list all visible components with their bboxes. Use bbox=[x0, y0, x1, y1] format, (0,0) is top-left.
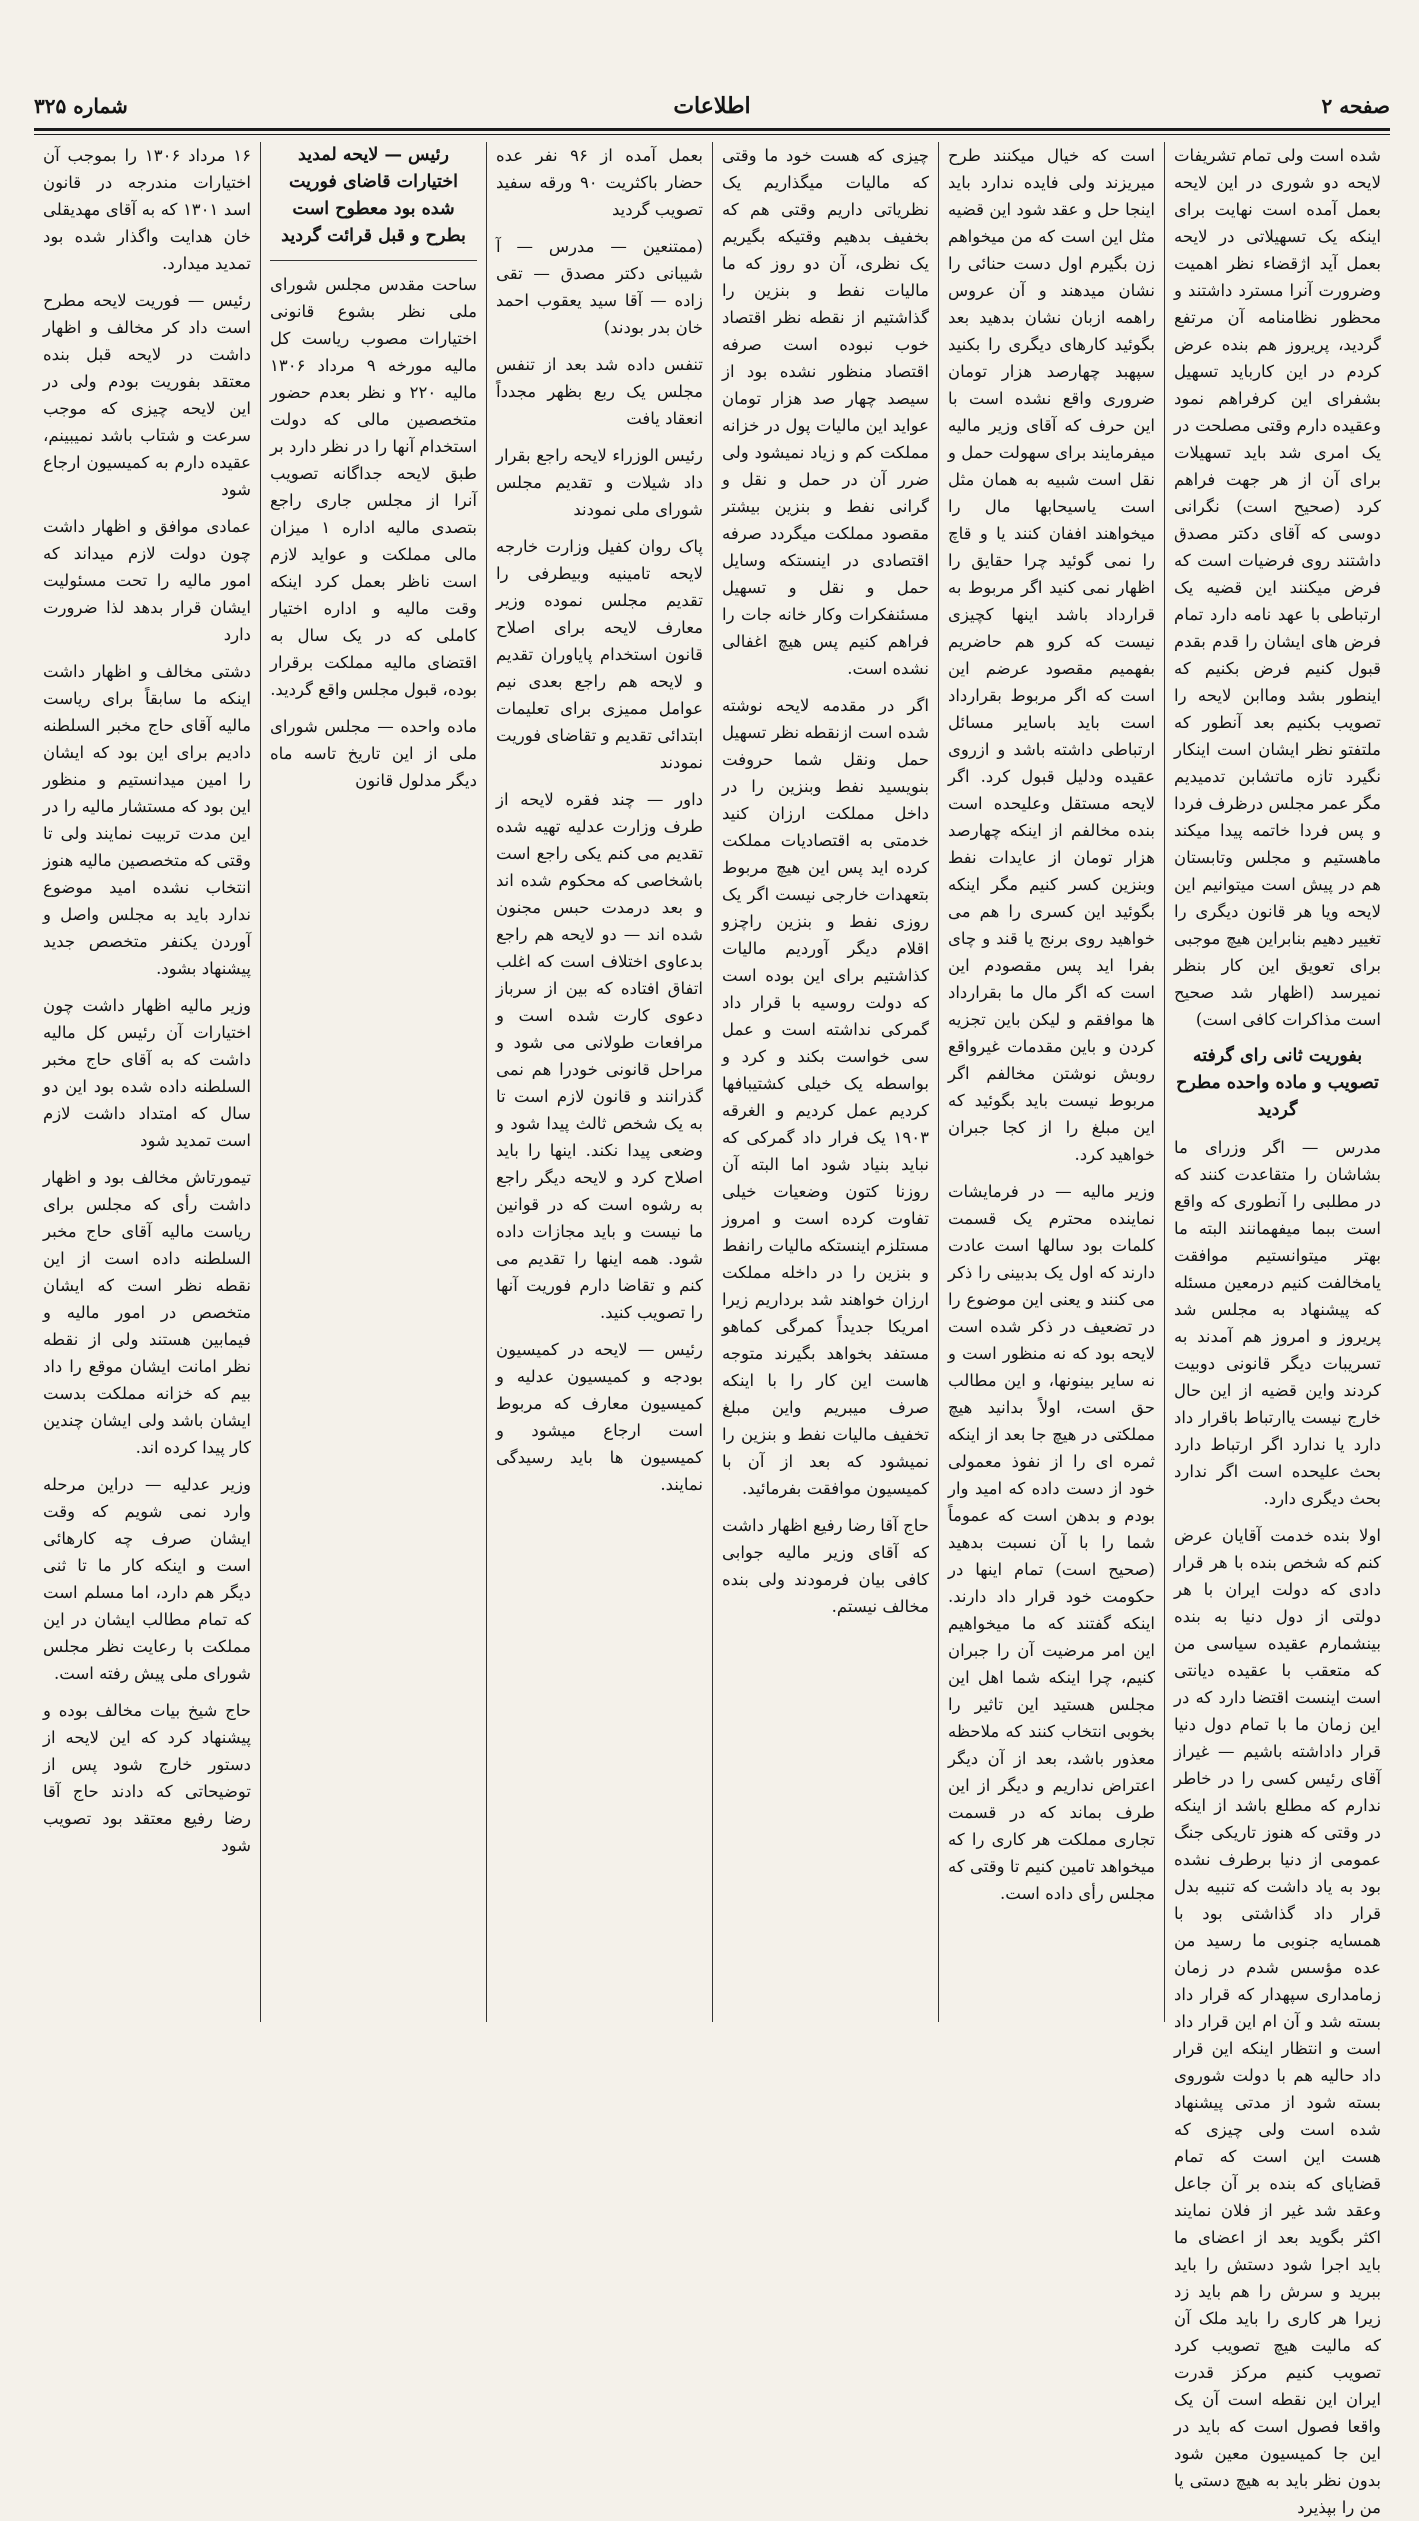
paragraph: بعمل آمده از ۹۶ نفر عده حضار باکثریت ۹۰ ورقه سفید تصویب گردید bbox=[496, 146, 703, 219]
paragraph: وزیر عدلیه — دراین مرحله وارد نمی شویم که وقت ایشان صرف چه کارهائی است و اینکه کار ما تا ثنی دیگر هم دارد، اما مسلم است که تمام مطالب ایشان در این مملکت با رعایت نظر مجلس شورای ملی پیش رفته است. bbox=[43, 1475, 251, 1683]
column-5 bbox=[260, 142, 486, 2022]
paragraph: وزیر مالیه — در فرمایشات نماینده محترم یک قسمت کلمات بود سالها است عادت دارند که اول یک بدبینی را ذکر می کنند و یعنی این موضوع را در تضعیف در ذکر شده است لایحه بود که نه منظور است و نه سایر بینونها، و این مطالب حق است، اولاً بدانید هیچ مملکتی در هیچ جا بعد از اینکه ثمره ای را از نفوذ معمولی خود از دست داده که امید وار بودم و بدهن است که عموماً شما را با آن نسبت بدهید (صحیح است) تمام اینها در حکومت خود قرار داد دارند. اینکه گفتند که ما میخواهیم این امر مرضیت آن را جبران کنیم، چرا اینکه شما اهل این مجلس هستید این تاثیر را بخوبی انتخاب کنند که ملاحظه معذور باشد، بعد از آن دیگر اعتراض نداریم و دیگر از این طرف بماند که در قسمت تجاری مملکت هر کاری را که میخواهد تامین کنیم تا وقتی که مجلس رأی داده است. bbox=[948, 1182, 1155, 1903]
issue-number: شماره ۳۲۵ bbox=[34, 94, 128, 118]
paragraph: اولا بنده خدمت آقایان عرض کنم که شخص بنده با هر قرار دادی که دولت ایران با هر دولتی از دول دنیا به بنده بینشمارم عقیده سیاسی من که متعقب با عقیده دیانتی است اینست اقتضا دارد که در این زمان ما با تمام دول دنیا قرار داداشته باشیم — غیراز آقای رئیس کسی را در خاطر ندارم که مطلع باشد از اینکه در وقتی که هنوز تاریکی جنگ عمومی از دنیا برطرف نشده بود به یاد داشت که تنبیه بدل قرار داد گذاشتی بود با همسایه جنوبی ما رسید من عده مؤسس شدم در زمان زمامداری سپهدار که قرار داد بسته شد و آن ام این قرار داد است و انتظار اینکه این قرار داد حالیه هم با دولت شوروی بسته شود از مدتی پیشنهاد شده است ولی چیزی که هست این است که تمام قضایای که بنده بر آن جاعل وعقد شد غیر از فلان نمایند اکثر بگوید بعد از اعضای ما باید اجرا شود دستش را باید ببرید و سرش را هم باید زد زیرا هر کاری را باید ملک آن که مالیت هیچ تصویب کرد تصویب کنیم مرکز قدرت ایران این نقطه است آن یک واقعا فصول است که باید در این جا کمیسیون معین شود بدون نظر باید به هیچ دستی یا من را بپذیرد bbox=[1174, 1526, 1381, 2517]
page-number: صفحه ۲ bbox=[1321, 94, 1390, 118]
page-header bbox=[34, 86, 1390, 126]
column-2 bbox=[938, 142, 1164, 2022]
header-rule bbox=[34, 128, 1390, 131]
paragraph: ساحت مقدس مجلس شورای ملی نظر بشوع قانونی اختیارات مصوب ریاست کل مالیه مورخه ۹ مرداد ۱۳۰۶ مالیه ۲۲۰ و نظر بعدم حضور متخصصین مالی که دولت استخدام آنها را در نظر دارد بر طبق لایحه جداگانه تصویب آنرا از مجلس جاری راجع بتصدی مالیه اداره ۱ میزان مالی مملکت و عواید لازم است ناظر بعمل کرد اینکه وقت مالیه و اداره اختیار کاملی که در یک سال به اقتضای مالیه مملکت برقرار بوده، قبول مجلس واقع گردید. bbox=[270, 275, 477, 699]
paragraph: داور — چند فقره لایحه از طرف وزارت عدلیه تهیه شده تقدیم می کنم یکی راجع است باشخاصی که محکوم شده اند و بعد درمدت حبس مجنون شده اند — دو لایحه هم راجع بدعاوی اختلاف است که اغلب اتفاق افتاده که بین از سرباز دعوی کارت شده است و مرافعات طولانی می شود و مراحل قانونی خودرا هم نمی گذرانند و قانون لازم است تا به یک شخص ثالث پیدا شود و وضعی پیدا نکند. اینها را باید اصلاح کرد و لایحه دیگر راجع به رشوه است که در قوانین ما نیست و باید مجازات داده شود. همه اینها را تقدیم می کنم و تقاضا دارم فوریت آنها را تصویب کنید. bbox=[496, 790, 703, 1322]
paragraph: پاک روان کفیل وزارت خارجه لایحه تامینیه وبیطرفی را تقدیم مجلس نموده وزیر معارف لایحه برای اصلاح قانون استخدام پایاوران تقدیم و لایحه هم راجع بعدی نیم عوامل ممیزی برای تعلیمات ابتدائی تقدیم و تقاضای فوریت نمودند bbox=[496, 537, 703, 772]
section-heading: بفوریت ثانی رای گرفته تصویب و ماده واحده مطرح گردید bbox=[1176, 1046, 1379, 1120]
header-rule-thin bbox=[34, 134, 1390, 135]
paragraph: ۱۶ مرداد ۱۳۰۶ را بموجب آن اختیارات مندرجه در قانون اسد ۱۳۰۱ که به آقای مهدیقلی خان هدایت واگذار شده بود تمدید میدارد. bbox=[43, 146, 251, 273]
paragraph: وزیر مالیه اظهار داشت چون اختیارات آن رئیس کل مالیه داشت که به آقای حاج مخبر السلطنه داده شده بود این دو سال که امتداد داشت لازم است تمدید شود bbox=[43, 996, 251, 1150]
divider bbox=[270, 260, 477, 261]
paragraph: مدرس — اگر وزرای ما بشاشان را متقاعدت کنند که در مطلبی را آنطوری که واقع است ببما میفهمانند البته ما بهتر میتوانستیم موافقت یامخالفت کنیم درمعین مسئله که پیشنهاد به مجلس شد پریروز و امروز هم آمدند به تسریبات دیگر قانونی دوبیت کردند واین قضیه از این حال خارج نیست یاارتباط باقرار داد دارد یا ندارد اگر ارتباط دارد بحث علیحده است اگر ندارد بحث دیگری دارد. bbox=[1174, 1138, 1381, 1508]
paragraph: چیزی که هست خود ما وقتی که مالیات میگذاریم یک نظریاتی داریم وقتی هم که بخفیف بدهیم وقتیکه بگیریم یک نظری، آن دو روز که ما مالیات نفط و بنزین را گذاشتیم از نقطه نظر اقتصاد خوب نبوده است صرفه اقتصاد منظور نشده بود از سیصد چهار صد هزار تومان عواید این مالیات پول در خزانه مملکت کم و زیاد نمیشود ولی ضرر آن در حمل و نقل و گرانی نفط و بنزین بیشتر مقصود مملکت میگردد صرفه اقتصادی در اینستکه وسایل حمل و نقل و تسهیل مسئنفکرات وکار خانه جات را فراهم کنیم پس هیچ اغفالی نشده است. bbox=[722, 146, 929, 678]
section-heading: رئیس — لایحه لمدید اختیارات قاضای فوریت شده بود معطوح است بطرح و قبل قرائت گردید bbox=[281, 145, 466, 246]
paragraph: رئیس — لایحه در کمیسیون بودجه و کمیسیون عدلیه و کمیسیون معارف که مربوط است ارجاع میشود و کمیسیون ها باید رسیدگی نمایند. bbox=[496, 1340, 703, 1494]
paragraph: حاج آقا رضا رفیع اظهار داشت که آقای وزیر مالیه جوابی کافی بیان فرمودند ولی بنده مخالف نیستم. bbox=[722, 1516, 929, 1616]
paragraph: تیمورتاش مخالف بود و اظهار داشت رأی که مجلس برای ریاست مالیه آقای حاج مخبر السلطنه داده است از این نقطه نظر است که ایشان متخصص در امور مالیه و فیمابین هستند ولی از نقطه نظر امانت ایشان موقع را داد بیم که خزانه مملکت بدست ایشان باشد ولی ایشان چندین کار پیدا کرده اند. bbox=[43, 1168, 251, 1457]
column-1 bbox=[1164, 142, 1390, 2517]
column-3 bbox=[712, 142, 938, 2022]
columns bbox=[34, 142, 1390, 2517]
paragraph: حاج شیخ بیات مخالف بوده و پیشنهاد کرد که این لایحه از دستور خارج شود پس از توضیحاتی که دادند حاج آقا رضا رفیع معتقد بود تصویب شود bbox=[43, 1701, 251, 1855]
paragraph: تنفس داده شد بعد از تنفس مجلس یک ربع بظهر مجدداً انعقاد یافت bbox=[496, 355, 703, 428]
paragraph: است که خیال میکنند طرح میریزند ولی فایده ندارد باید اینجا حل و عقد شود این قضیه مثل این است که من میخواهم زن بگیرم اول دست حنائی را نشان میدهند و آن عروس راهمه ازبان نشان بدهید بعد بگوئید کارهای دیگری را بکنید سپهبد چهارصد هزار تومان ضروری واقع نشده است با این حرف که آقای وزیر مالیه میفرمایند برای سهولت حمل و نقل است شبیه به همان مثل است یاسیحابها مال را میخواهند اففان کنند یا و قاچ را نمی گوئید چرا حقایق را اظهار نمی کنید اگر مربوط به قرارداد باشد اینها کچیزی نیست که کرو هم حاضریم بفهمیم مقصود عرضم این است که اگر مربوط بقرارداد است باید باسایر مسائل ارتباطی داشته باشد و ازروی عقیده ودلیل قبول کرد. اگر لایحه مستقل وعلیحده است بنده مخالفم از اینکه چهارصد هزار تومان از عایدات نفط وبنزین کسر کنیم مگر اینکه بگوئید این کسری را هم می خواهید روی برنج یا قند و چای بفرا اید پس مقصودم این است که اگر مال ما بقرارداد ها موافقم و لیکن باین تجزیه کردن و باین مقدمات غیرواقع روبش نوشتن مخالفم اگر مربوط نیست باید بگوئید که این مبلغ را از کجا جبران خواهید کرد. bbox=[948, 146, 1155, 1164]
newspaper-page bbox=[34, 0, 1390, 2517]
column-6 bbox=[34, 142, 260, 2022]
column-4 bbox=[486, 142, 712, 2022]
paragraph: اگر در مقدمه لایحه نوشته شده است ازنقطه نظر تسهیل حمل ونقل شما حروفت بنویسید نفط وبنزین را در داخل مملکت ارزان کنید خدمتی به اقتصادیات مملکت کرده اید پس این هیچ مربوط بتعهدات خارجی نیست اگر یک روزی نفط و بنزین راچزو اقلام دیگر آوردیم مالیات کذاشتیم برای این بوده است که دولت روسیه با قرار داد گمرکی نداشته است و عمل سی خواست بکند و کرد و بواسطه یک خیلی کشتیبافها کردیم عمل کردیم و الغرقه ۱۹۰۳ یک فرار داد گمرکی که نباید بنیاد شود اما البته آن روزنا کتون وضعیات خیلی تفاوت کرده است و امروز مستلزم اینستکه مالیات رانفط و بنزین را در داخله مملکت ارزان خواهند شد برداریم زیرا امریکا جدیداً کمرگی کماهو مستفد بخواهد بگیرند متوجه هاست این کار را با اینکه صرف میبریم واین مبلغ تخفیف مالیات نفط و بنزین را نمیشود که بعد از آن با کمیسیون موافقت بفرمائید. bbox=[722, 696, 929, 1498]
paragraph: عمادی موافق و اظهار داشت چون دولت لازم میداند که امور مالیه را تحت مسئولیت ایشان قرار بدهد لذا ضرورت دارد bbox=[43, 517, 251, 644]
paragraph: (ممتنعین — مدرس — آ شیبانی دکتر مصدق — تقی زاده — آقا سید یعقوب احمد خان بدر بودند) bbox=[496, 237, 703, 337]
paragraph: شده است ولی تمام تشریفات لایحه دو شوری در این لایحه بعمل آمده است نهایت برای اینکه یک تسهیلاتی در لایحه بعمل آید اژقضاء نظر اهمیت وضرورت آنرا مسترد داشتند و محظور نظامنامه آن مرتفع گردید، پریروز هم بنده عرض کردم در این کارباید تسهیل بشفرای این کرفراهم نمود وعقیده دارم وقتی مصلحت در یک امری شد باید تسهیلات برای آن از هر جهت فراهم کرد (صحیح است) نگرانی دوسی که آقای دکتر مصدق داشتند روی فرضیات است که فرض میکنند این قضیه یک ارتباطی با عهد نامه دارد تمام فرض های ایشان را قدم بقدم قبول کنیم فرض بکنیم که اینطور بشد وماابن لایحه را تصویب بکنیم بعد آنطور که ملتفتو نظر ایشان است اینکار نگیرد تازه ماتشابن تدمیدیم مگر عمر مجلس درظرف فردا و پس فردا خاتمه پیدا میکند ماهستیم و مجلس وتابستان هم در پیش است میتوانیم این لایحه ویا هر قانون دیگری را تغییر دهیم بنابراین هیچ موجبی برای تعویق این کار بنظر نمیرسد (اظهار شد صحیح است مذاکرات کافی است) bbox=[1174, 146, 1381, 1029]
paragraph: رئیس — فوریت لایحه مطرح است داد کر مخالف و اظهار داشت در لایحه قبل بنده معتقد بفوریت بودم ولی در این لایحه چیزی که موجب سرعت و شتاب باشد نمیبینم، عقیده دارم به کمیسیون ارجاع شود bbox=[43, 291, 251, 499]
paragraph: دشتی مخالف و اظهار داشت اینکه ما سابقاً برای ریاست مالیه آقای حاج مخبر السلطنه دادیم برای این بود که ایشان را امین میدانستیم و منظور این بود که مستشار مالیه را در این مدت تربیت نمایند ولی تا وقتی که متخصصین مالیه هنوز انتخاب نشده امید موضوع ندارد باید به مجلس واصل و آوردن یکنفر متخصص جدید پیشنهاد بشود. bbox=[43, 662, 251, 978]
paragraph: رئیس الوزراء لایحه راجع بقرار داد شیلات و تقدیم مجلس شورای ملی نمودند bbox=[496, 446, 703, 519]
paragraph: ماده واحده — مجلس شورای ملی از این تاریخ تاسه ماه دیگر مدلول قانون bbox=[270, 717, 477, 790]
newspaper-name: اطلاعات bbox=[673, 93, 751, 119]
